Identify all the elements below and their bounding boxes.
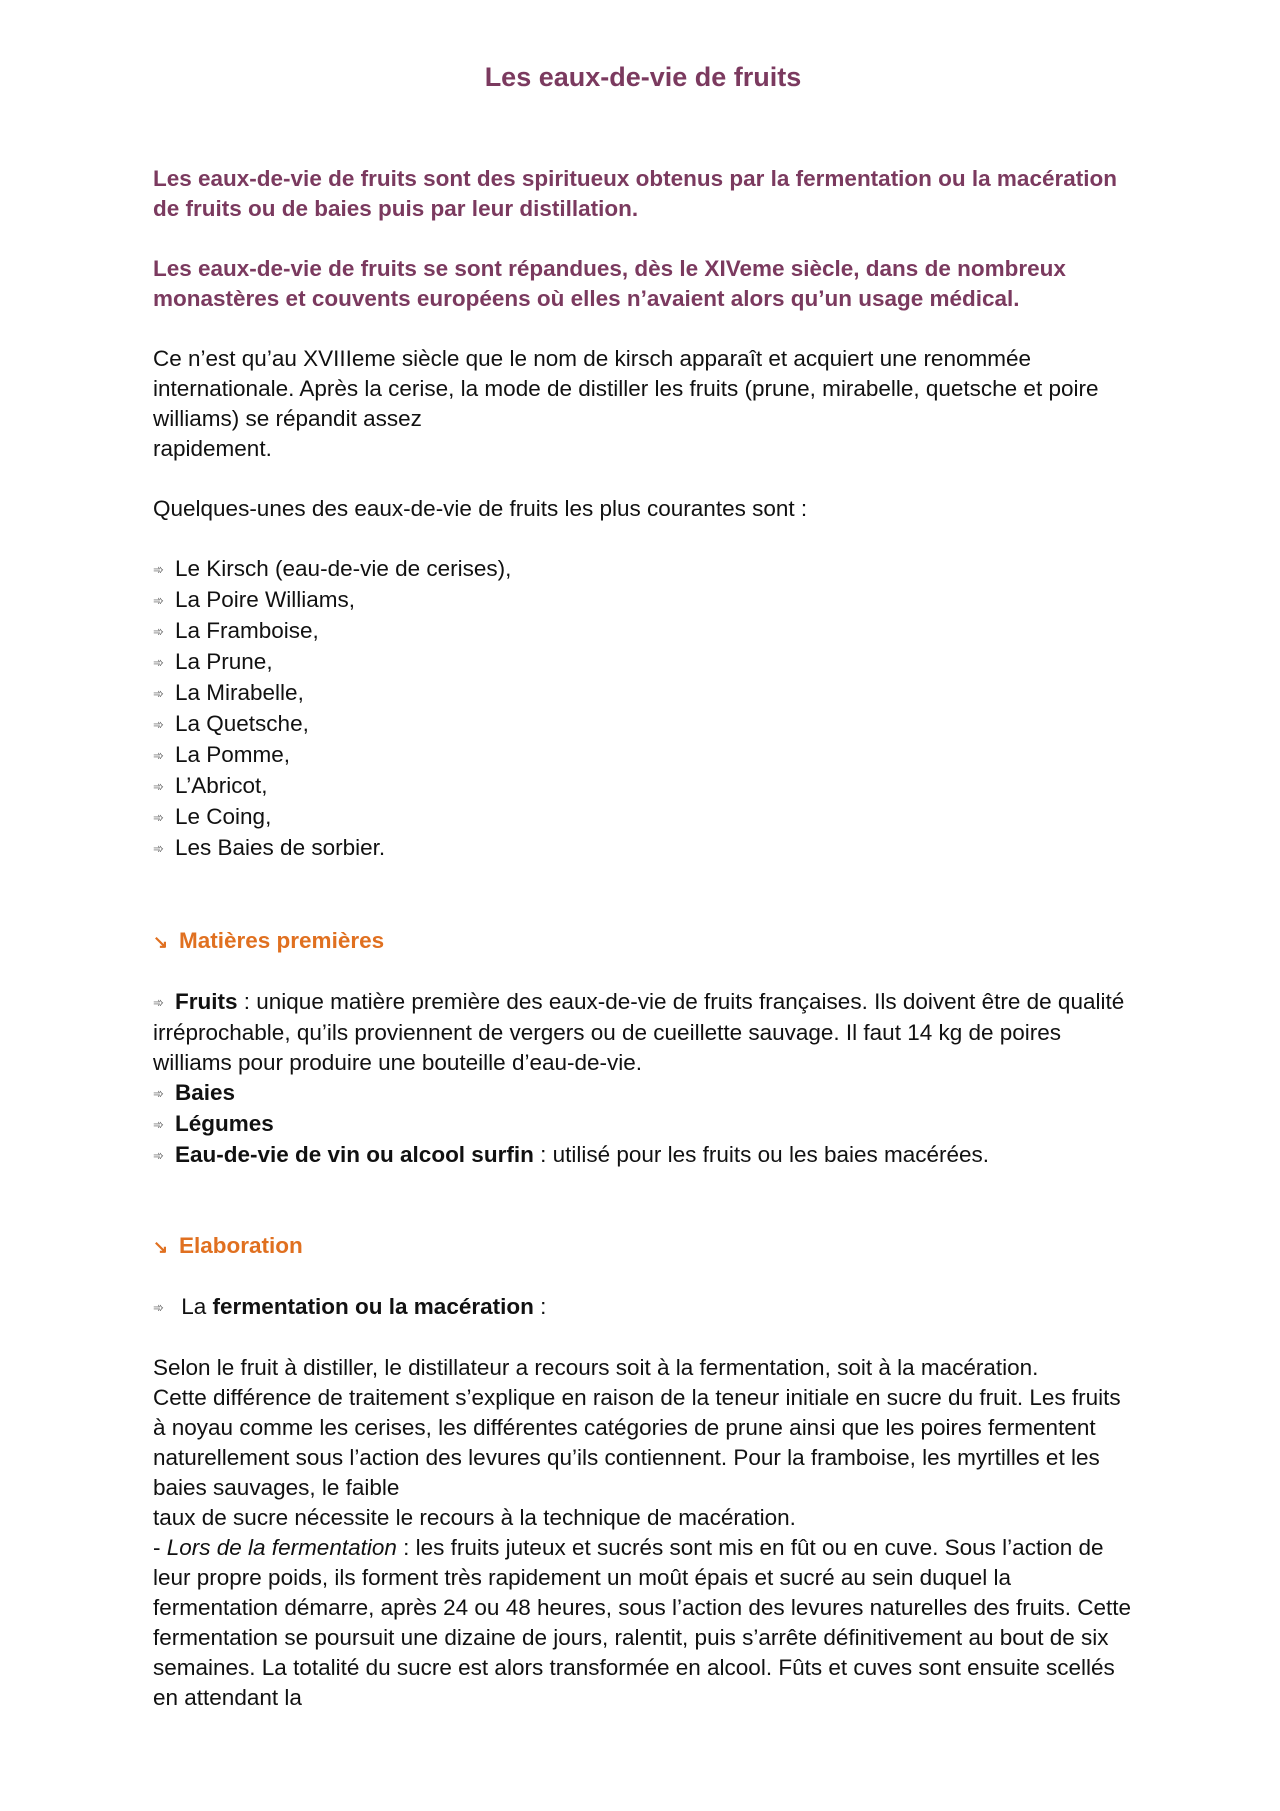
arrow-bullet-icon: ➾ (153, 995, 164, 1010)
elaboration-paragraph-2: Cette différence de traitement s’explique en raison de la teneur initiale en sucre du fruit. Les fruits à noyau comme les cerises, les différentes catégories de prune ainsi que les poires fermentent naturellement sous l’action des levures qu’ils contiennent. Pour la framboise, les myrtilles et les baies sauvages, le faible (153, 1385, 1121, 1500)
history-paragraph-end: rapidement. (153, 436, 272, 461)
arrow-down-right-icon: ↘ (153, 1237, 169, 1257)
history-paragraph: Ce n’est qu’au XVIIIeme siècle que le nom de kirsch apparaît et acquiert une renommée internationale. Après la cerise, la mode de distiller les fruits (prune, mirabelle, quetsche et poire williams) se répandit assez (153, 346, 1099, 431)
arrow-bullet-icon: ➾ (153, 717, 164, 732)
arrow-down-right-icon: ↘ (153, 932, 169, 952)
list-intro: Quelques-unes des eaux-de-vie de fruits les plus courantes sont : (153, 496, 808, 521)
arrow-bullet-icon: ➾ (153, 686, 164, 701)
arrow-bullet-icon: ➾ (153, 655, 164, 670)
page-title: Les eaux-de-vie de fruits (484, 62, 802, 92)
list-item: ➾ Le Kirsch (eau-de-vie de cerises), (153, 554, 1133, 585)
arrow-bullet-icon: ➾ (153, 562, 164, 577)
list-item: ➾ La Prune, (153, 647, 1133, 678)
baies-item: ➾ Baies (153, 1078, 1133, 1109)
arrow-bullet-icon: ➾ (153, 1086, 164, 1101)
arrow-bullet-icon: ➾ (153, 1148, 164, 1163)
arrow-bullet-icon: ➾ (153, 1117, 164, 1132)
arrow-bullet-icon: ➾ (153, 810, 164, 825)
intro-paragraph-1: Les eaux-de-vie de fruits sont des spiritueux obtenus par la fermentation ou la macération de fruits ou de baies puis par leur distillation. (153, 166, 1117, 221)
arrow-bullet-icon: ➾ (153, 748, 164, 763)
list-item: ➾ Les Baies de sorbier. (153, 833, 1133, 864)
arrow-bullet-icon: ➾ (153, 593, 164, 608)
elaboration-step: ➾ La fermentation ou la macération : (153, 1292, 1133, 1323)
arrow-bullet-icon: ➾ (153, 779, 164, 794)
arrow-bullet-icon: ➾ (153, 1300, 164, 1315)
arrow-bullet-icon: ➾ (153, 624, 164, 639)
elaboration-paragraph-1: Selon le fruit à distiller, le distillateur a recours soit à la fermentation, soit à la macération. (153, 1355, 1039, 1380)
list-item: ➾ La Mirabelle, (153, 678, 1133, 709)
fruits-item: ➾ Fruits : unique matière première des eaux-de-vie de fruits françaises. Ils doivent être de qualité irréprochable, qu’ils proviennent de vergers ou de cueillette sauvage. Il faut 14 kg de poires williams pour produire une bouteille d’eau-de-vie. (153, 989, 1125, 1075)
legumes-item: ➾ Légumes (153, 1109, 1133, 1140)
list-item: ➾ La Quetsche, (153, 709, 1133, 740)
intro-paragraph-2: Les eaux-de-vie de fruits se sont répandues, dès le XIVeme siècle, dans de nombreux monastères et couvents européens où elles n’avaient alors qu’un usage médical. (153, 256, 1066, 311)
section-heading-elaboration: ↘ Elaboration (153, 1231, 1133, 1262)
list-item: ➾ Le Coing, (153, 802, 1133, 833)
arrow-bullet-icon: ➾ (153, 841, 164, 856)
fermentation-paragraph: - Lors de la fermentation : les fruits juteux et sucrés sont mis en fût ou en cuve. Sous l’action de leur propre poids, ils forment très rapidement un moût épais et sucré au sein duquel la fermentation démarre, après 24 ou 48 heures, sous l’action des levures naturelles des fruits. Cette fermentation se poursuit une dizaine de jours, ralentit, puis s’arrête définitivement au bout de six semaines. La totalité du sucre est alors transformée en alcool. Fûts et cuves sont ensuite scellés en attendant la (153, 1535, 1132, 1710)
list-item: ➾ La Poire Williams, (153, 585, 1133, 616)
section-heading-matieres: ↘ Matières premières (153, 926, 1133, 957)
elaboration-paragraph-3: taux de sucre nécessite le recours à la technique de macération. (153, 1505, 796, 1530)
eau-de-vie-de-vin-item: ➾ Eau-de-vie de vin ou alcool surfin : utilisé pour les fruits ou les baies macérées. (153, 1140, 1133, 1171)
list-item: ➾ La Pomme, (153, 740, 1133, 771)
list-item: ➾ L’Abricot, (153, 771, 1133, 802)
list-item: ➾ La Framboise, (153, 616, 1133, 647)
eaux-de-vie-list (153, 554, 1133, 864)
document-page (153, 60, 1133, 1713)
